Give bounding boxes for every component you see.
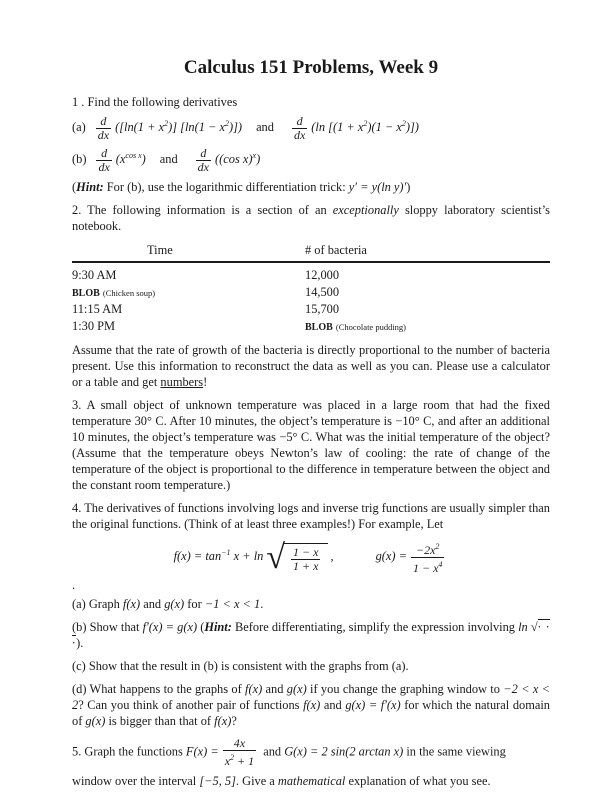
fraction-denominator: 1 + x [293, 558, 319, 573]
fraction-numerator: d [200, 146, 207, 160]
bacteria-table [72, 242, 550, 335]
problem-4b: (b) Show that f′(x) = g(x) (Hint: Before differentiating, simplify the expression involving ln √· · ·). [72, 620, 550, 650]
f-definition: $f(x) = \tan^{-1} x + \ln$ [173, 548, 264, 564]
fraction-numerator: 1 − x [293, 544, 319, 559]
count-cell: 14,500 [305, 285, 340, 299]
radical-sign-icon: √ [266, 538, 286, 576]
g-definition: g(x) = [375, 549, 407, 564]
problem-4d: (d) What happens to the graphs of f(x) and g(x) if you change the graphing window to −2 < x < 2? Can you think of another pair of functions f(x) and g(x) = f′(x) for which the natural domain of g(x) is bigger than that of f(x)? [72, 682, 551, 728]
and-connector: and [256, 120, 274, 135]
radicand-fraction [291, 546, 320, 573]
problem-2-text: 2. The following information is a section of an exceptionally sloppy laboratory scientist’s notebook. [72, 203, 550, 233]
and-connector: and [159, 152, 178, 167]
fraction-numerator: 4x [233, 736, 246, 750]
problem-2-paragraph: Assume that the rate of growth of the bacteria is directly proportional to the number of bacteria present. Use this information to reconstruct the data as well as you can. Please use a calculator or a table and get numbers! [72, 343, 550, 389]
blob-label: BLOB [305, 322, 333, 333]
expression-1b-right: ((cos x)$^x$) [215, 151, 261, 167]
expression-1a-left: ($[\ln(1 + x^2)]$ $[\ln(1 - x^2)]$) [115, 119, 243, 135]
table-row [72, 284, 550, 301]
fraction-denominator: $1 - x^4$ [411, 557, 444, 575]
blob-note: (Chocolate pudding) [335, 322, 407, 332]
count-cell: 15,700 [305, 302, 340, 316]
fraction-denominator: dx [98, 160, 110, 174]
problem-1b-formula [72, 147, 550, 174]
problem-4-display-formula [72, 540, 550, 575]
fraction-denominator: dx [97, 128, 110, 142]
fraction-denominator: dx [197, 160, 209, 174]
radicand [284, 543, 328, 573]
count-cell [305, 318, 406, 336]
problem-4a: (a) Graph f(x) and g(x) for −1 < x < 1. [72, 597, 264, 611]
fraction-numerator: d [100, 114, 107, 128]
fraction-numerator: d [101, 146, 108, 160]
problem-5-line2: window over the interval [−5, 5]. Give a mathematical explanation of what you see. [72, 774, 491, 788]
problem-5-text-end: and G(x) = 2 sin(2 arctan x) in the same viewing [260, 744, 506, 759]
table-header-rule [72, 261, 550, 263]
item-label-b: (b) [72, 152, 87, 167]
column-header-time: Time [147, 243, 173, 257]
g-fraction [411, 540, 444, 575]
fraction-numerator: d [296, 114, 303, 128]
expression-1a-right: (ln $[(1 + x^2)(1 - x^2)]$) [311, 119, 419, 135]
problem-4c: (c) Show that the result in (b) is consistent with the graphs from (a). [72, 659, 409, 673]
table-row [72, 301, 550, 318]
derivative-operator-fraction [96, 147, 111, 174]
problem-1-hint: (Hint: For (b), use the logarithmic differentiation trick: y′ = y(ln y)′) [72, 180, 411, 194]
problem-1-intro: 1 . Find the following derivatives [72, 95, 238, 109]
page-title: Calculus 151 Problems, Week 9 [183, 57, 439, 78]
blob-note: (Chicken soup) [102, 288, 156, 298]
time-cell: 9:30 AM [72, 268, 117, 282]
time-cell: 11:15 AM [72, 302, 123, 316]
blob-label: BLOB [72, 288, 100, 299]
problem-5-text-start: 5. Graph the functions F(x) = [72, 744, 219, 759]
problem-5-line1 [72, 737, 550, 768]
derivative-operator-fraction [292, 115, 307, 142]
column-header-bacteria: # of bacteria [305, 243, 367, 257]
count-cell: 12,000 [305, 268, 340, 282]
comma: , [330, 549, 334, 564]
time-cell [72, 284, 305, 302]
problem-3-text: 3. A small object of unknown temperature was placed in a large room that had the fixed temperature 30° C. After 10 minutes, the object’s temperature is −10° C, and after an additional 10 minutes, the object’s temperature was −5° C. What was the initial temperature of the object? (Assume that the temperature obeys Newton’s law of cooling: the rate of change of the temperature of the object is proportional to the difference in temperature between the object and the constant room temperature.) [72, 398, 550, 492]
time-cell: 1:30 PM [72, 319, 116, 333]
expression-1b-left: $(x^{cos x})$ [115, 151, 146, 167]
problem-1a-formula [72, 115, 550, 142]
item-label-a: (a) [72, 120, 86, 135]
table-row [72, 267, 550, 284]
fraction-numerator: $-2x^2$ [415, 542, 440, 557]
stray-period: . [72, 578, 76, 592]
fraction-denominator: $x^2 + 1$ [223, 750, 256, 768]
table-row [72, 318, 550, 335]
derivative-operator-fraction [96, 115, 111, 142]
problem-4-intro: 4. The derivatives of functions involving logs and inverse trig functions are usually simpler than the original functions. (Think of at least three examples!) For example, Let [72, 501, 550, 531]
fraction-denominator: dx [293, 128, 306, 142]
square-root [266, 538, 328, 576]
F-fraction [223, 737, 256, 768]
table-header-row [72, 242, 550, 258]
derivative-operator-fraction [196, 147, 211, 174]
